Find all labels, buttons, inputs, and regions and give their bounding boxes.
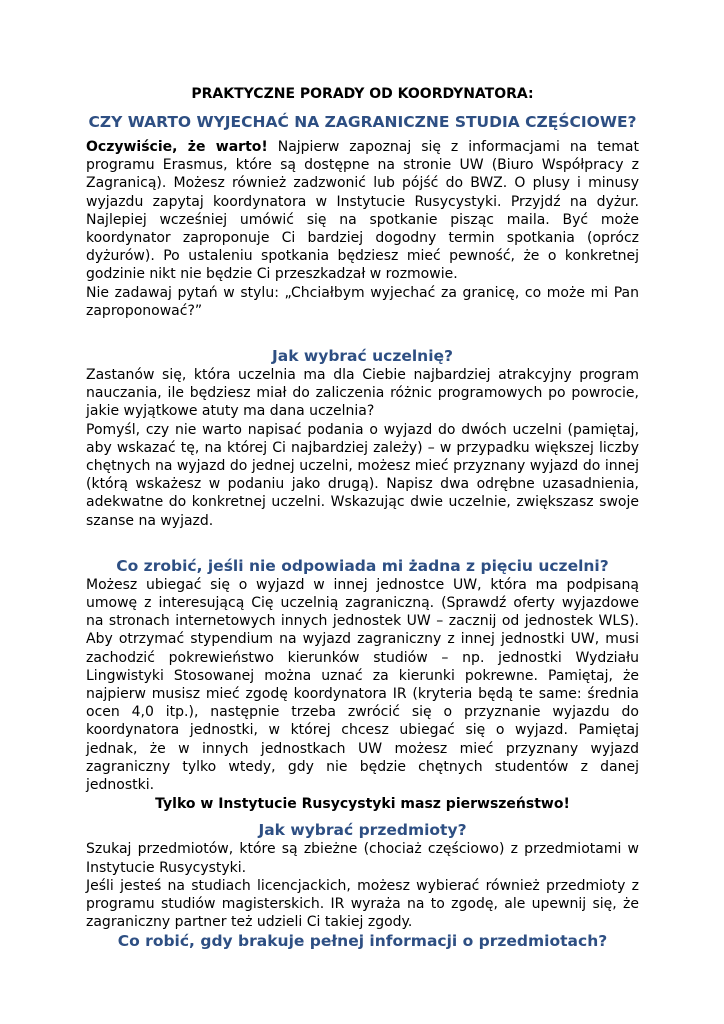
section1-lead-bold: Oczywiście, że warto!: [86, 139, 268, 155]
section2-paragraph-2: Pomyśl, czy nie warto napisać podania o wyjazd do dwóch uczelni (pamiętaj, aby wskazać tę, na której Ci najbardziej zależy) – w przypadku większej liczby chętnych na wyjazd do jednej uczelni, możesz mieć przyznany wyjazd do innej (którą wskażesz w podaniu jako drugą). Napisz dwa odrębne uzasadnienia, adekwatne do konkretnej uczelni. Wskazując dwie uczelnie, zwiększasz swoje szanse na wyjazd.: [86, 421, 639, 529]
section1-paragraph-text: Najpierw zapoznaj się z informacjami na temat programu Erasmus, które są dostępne na stronie UW (Biuro Współpracy z Zagranicą). Możesz również zadzwonić lub pójść do BWZ. O plusy i minusy wyjazdu zapytaj koordynatora w Instytucie Rusycystyki. Przyjdź na dyżur. Najlepiej wcześniej umówić się na spotkanie pisząc maila. Być może koordynator zaproponuje Ci bardziej dogodny termin spotkania (oprócz dyżurów). Po ustaleniu spotkania będziesz mieć pewność, że o konkretnej godzinie nikt nie będzie Ci przeszkadzał w rozmowie.: [86, 139, 640, 283]
section-heading-no-university-fits: Co zrobić, jeśli nie odpowiada mi żadna z pięciu uczelni?: [116, 556, 609, 575]
section-heading-choose-subjects: Jak wybrać przedmioty?: [258, 821, 467, 840]
section4-paragraph-1: Szukaj przedmiotów, które są zbieżne (chociaż częściowo) z przedmiotami w Instytucie Rusycystyki.: [86, 841, 639, 876]
section-heading-choose-university: Jak wybrać uczelnię?: [271, 347, 454, 366]
priority-emphasis: Tylko w Instytucie Rusycystyki masz pierwszeństwo!: [155, 796, 570, 813]
section1-paragraph-2: Nie zadawaj pytań w stylu: „Chciałbym wyjechać za granicę, co może mi Pan zaproponować?”: [86, 284, 639, 319]
section1-paragraph: [86, 138, 639, 284]
section3-paragraph: Możesz ubiegać się o wyjazd w innej jednostce UW, która ma podpisaną umowę z interesującą Cię uczelnią zagraniczną. (Sprawdź oferty wyjazdowe na stronach internetowych innych jednostek UW – zacznij od jednostek WLS). Aby otrzymać stypendium na wyjazd zagraniczny z innej jednostki UW, musi zachodzić pokrewieństwo kierunków studiów – np. jednostki Wydziału Lingwistyki Stosowanej można uznać za kierunki pokrewne. Pamiętaj, że najpierw musisz mieć zgodę koordynatora IR (kryteria będą te same: średnia ocen 4,0 itp.), następnie trzeba zwrócić się o przyznanie wyjazdu do koordynatora jednostki, w której chcesz ubiegać się o wyjazd. Pamiętaj jednak, że w innych jednostkach UW możesz mieć przyznany wyjazd zagraniczny tylko wtedy, gdy nie będzie chętnych studentów z danej jednostki.: [86, 576, 639, 794]
section-heading-missing-info: Co robić, gdy brakuje pełnej informacji o przedmiotach?: [117, 932, 608, 951]
document-title: PRAKTYCZNE PORADY OD KOORDYNATORA:: [191, 86, 534, 102]
section4-paragraph-2: Jeśli jesteś na studiach licencjackich, możesz wybierać również przedmioty z programu studiów magisterskich. IR wyraża na to zgodę, ale upewnij się, że zagraniczny partner też udzieli Ci takiej zgody.: [86, 877, 639, 931]
section-heading-why-go: CZY WARTO WYJECHAĆ NA ZAGRANICZNE STUDIA CZĘŚCIOWE?: [88, 113, 637, 131]
section2-paragraph-1: Zastanów się, która uczelnia ma dla Ciebie najbardziej atrakcyjny program nauczania, ile będziesz miał do zaliczenia różnic programowych po powrocie, jakie wyjątkowe atuty ma dana uczelnia?: [86, 367, 639, 420]
document-page: [86, 84, 639, 951]
